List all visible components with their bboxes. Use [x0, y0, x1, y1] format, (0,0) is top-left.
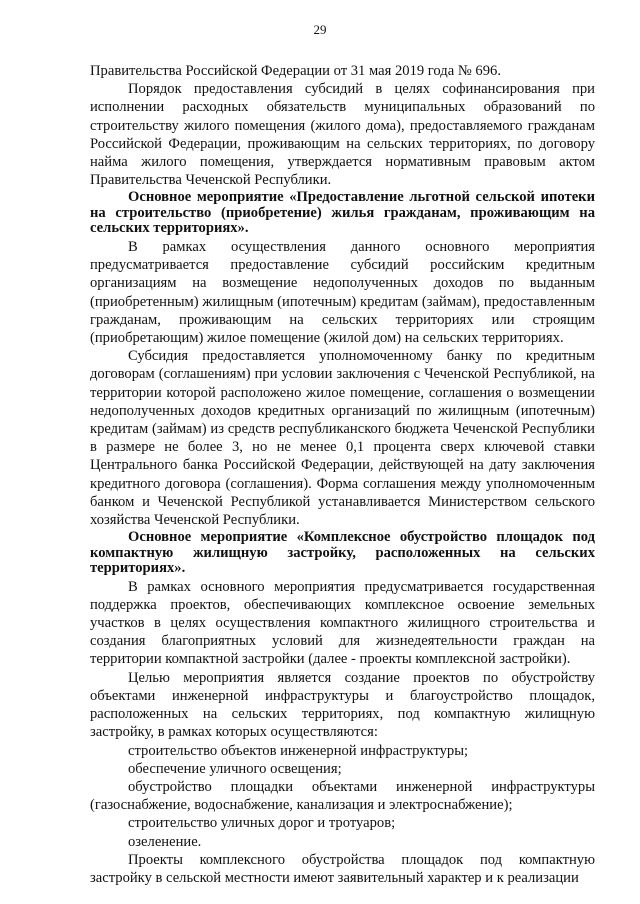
page-number: 29	[313, 22, 327, 37]
paragraph-mortgage-framework: В рамках осуществления данного основного мероприятия предусматривается предоставление субсидий российским кредитным организациям на возмещение недополученных доходов по выданным (приобретенным) жилищным (ипотечным) кредитам (займам), предоставленным гражданам, проживающим на сельских территориях или строящим (приобретающим) жилое помещение (жилой дом) на сельских территориях.	[90, 238, 595, 346]
list-item: обустройство площадки объектами инженерной инфраструктуры (газоснабжение, водоснабжение, канализация и электроснабжение);	[90, 778, 595, 814]
paragraph-subsidy-procedure: Порядок предоставления субсидий в целях софинансирования при исполнении расходных обязательств муниципальных образований по строительству жилого помещения (жилого дома), предоставляемого гражданам Российской Федерации, проживающим на сельских территориях, по договору найма жилого помещения, утверждается нормативным правовым актом Правительства Чеченской Республики.	[90, 81, 595, 189]
list-item: строительство уличных дорог и тротуаров;	[128, 815, 396, 832]
paragraph-state-support: В рамках основного мероприятия предусматривается государственная поддержка проектов, обеспечивающих комплексное освоение земельных участков в целях осуществления компактного жилищного строительства и создания благоприятных условий для жизнедеятельности граждан на территории компактной застройки (далее - проекты комплексной застройки).	[90, 578, 595, 668]
paragraph-projects: Проекты комплексного обустройства площадок под компактную застройку в сельской местности имеют заявительный характер и к реализации	[90, 851, 595, 886]
paragraph-subsidy-conditions: Субсидия предоставляется уполномоченному банку по кредитным договорам (соглашениям) при условии заключения с Чеченской Республикой, на территории которой расположено жилое помещение, соглашения о возмещении недополученных доходов кредитных организаций по жилищным (ипотечным) кредитам (займам) из средств республиканского бюджета Чеченской Республики в размере не более 3, но не менее 0,1 процента сверх ключевой ставки Центрального банка Российской Федерации, действующей на дату заключения кредитного договора (соглашения). Форма соглашения между уполномоченным банком и Чеченской Республикой устанавливается Министерством сельского хозяйства Чеченской Республики.	[90, 348, 595, 528]
heading-site-development: Основное мероприятие «Комплексное обустройство площадок под компактную жилищную застройку, расположенных на сельских территориях».	[90, 529, 595, 577]
heading-rural-mortgage: Основное мероприятие «Предоставление льготной сельской ипотеки на строительство (приобретение) жилья гражданам, проживающим на сельских территориях».	[90, 189, 595, 237]
list-item: озеленение.	[128, 833, 202, 850]
list-item: строительство объектов инженерной инфраструктуры;	[128, 742, 469, 759]
document-body	[90, 62, 595, 887]
list-item: обеспечение уличного освещения;	[128, 760, 342, 777]
paragraph-purpose: Целью мероприятия является создание проектов по обустройству объектами инженерной инфраструктуры и благоустройство площадок, расположенных на сельских территориях, под компактную жилищную застройку, в рамках которых осуществляются:	[90, 669, 595, 741]
paragraph-intro: Правительства Российской Федерации от 31 мая 2019 года № 696.	[90, 63, 501, 79]
